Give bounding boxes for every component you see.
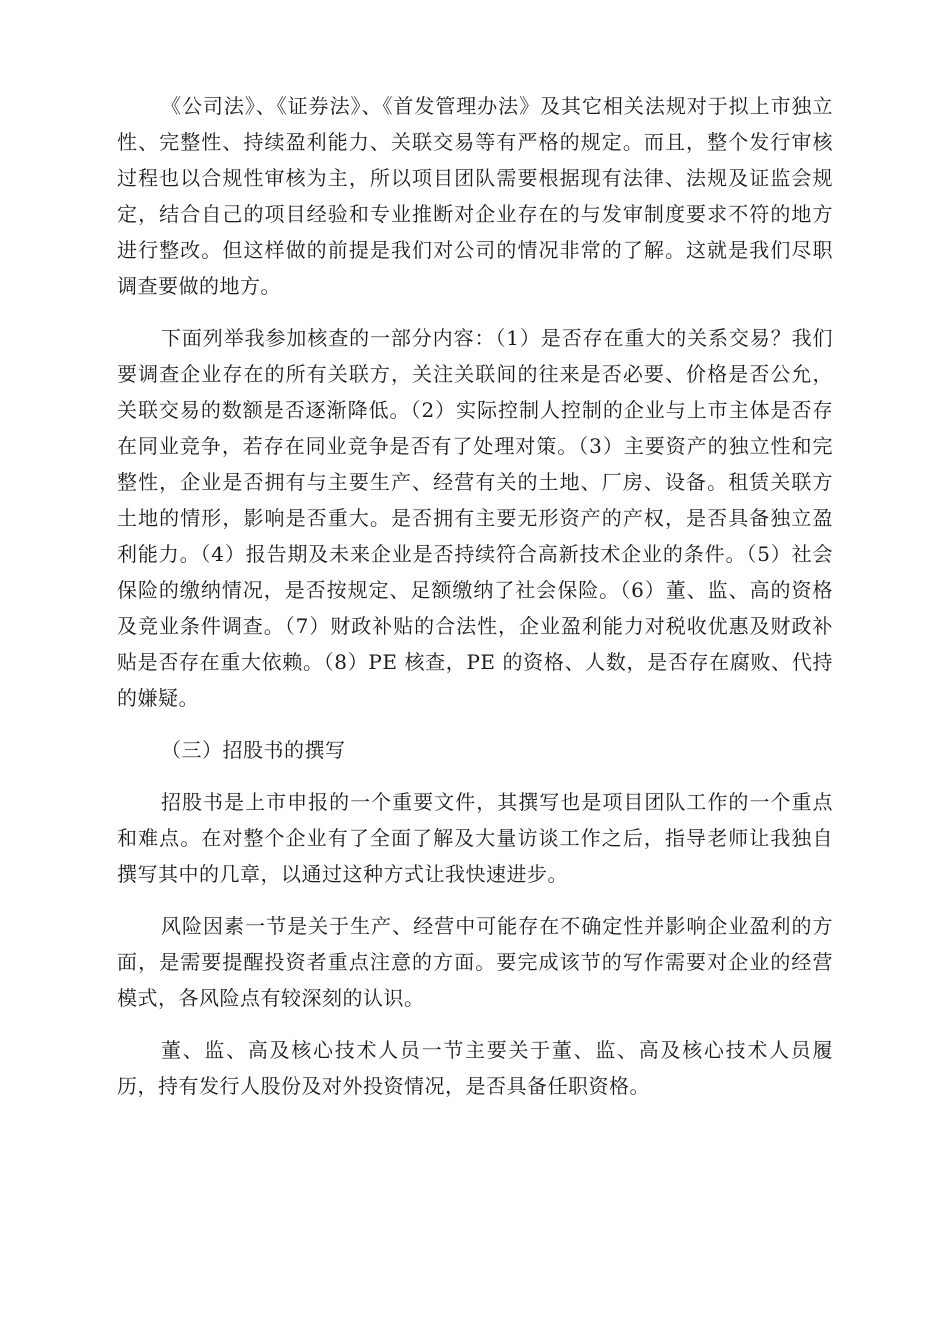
paragraph-prospectus-writing: 招股书是上市申报的一个重要文件，其撰写也是项目团队工作的一个重点和难点。在对整个企业有了全面了解及大量访谈工作之后，指导老师让我独自撰写其中的几章，以通过这种方式让我快速进步。: [117, 790, 833, 886]
section-heading-prospectus: （三）招股书的撰写: [161, 738, 346, 762]
paragraph-legal-requirements: 《公司法》、《证券法》、《首发管理办法》及其它相关法规对于拟上市独立性、完整性、持续盈利能力、关联交易等有严格的规定。而且，整个发行审核过程也以合规性审核为主，所以项目团队需要根据现有法律、法规及证监会规定，结合自己的项目经验和专业推断对企业存在的与发审制度要求不符的地方进行整改。但这样做的前提是我们对公司的情况非常的了解。这就是我们尽职调查要做的地方。: [117, 94, 833, 298]
paragraph-verification-items: 下面列举我参加核查的一部分内容：（1）是否存在重大的关系交易？我们要调查企业存在的所有关联方，关注关联间的往来是否必要、价格是否公允，关联交易的数额是否逐渐降低。（2）实际控制人控制的企业与上市主体是否存在同业竞争，若存在同业竞争是否有了处理对策。（3）主要资产的独立性和完整性，企业是否拥有与主要生产、经营有关的土地、厂房、设备。租赁关联方土地的情形，影响是否重大。是否拥有主要无形资产的产权，是否具备独立盈利能力。（4）报告期及未来企业是否持续符合高新技术企业的条件。（5）社会保险的缴纳情况，是否按规定、足额缴纳了社会保险。（6）董、监、高的资格及竞业条件调查。（7）财政补贴的合法性，企业盈利能力对税收优惠及财政补贴是否存在重大依赖。（8）PE 核查，PE 的资格、人数，是否存在腐败、代持的嫌疑。: [117, 326, 833, 710]
paragraph-directors-section: 董、监、高及核心技术人员一节主要关于董、监、高及核心技术人员履历，持有发行人股份及对外投资情况，是否具备任职资格。: [117, 1038, 833, 1098]
paragraph-risk-factors: 风险因素一节是关于生产、经营中可能存在不确定性并影响企业盈利的方面，是需要提醒投资者重点注意的方面。要完成该节的写作需要对企业的经营模式，各风险点有较深刻的认识。: [117, 914, 833, 1010]
document-body: [117, 88, 833, 1120]
